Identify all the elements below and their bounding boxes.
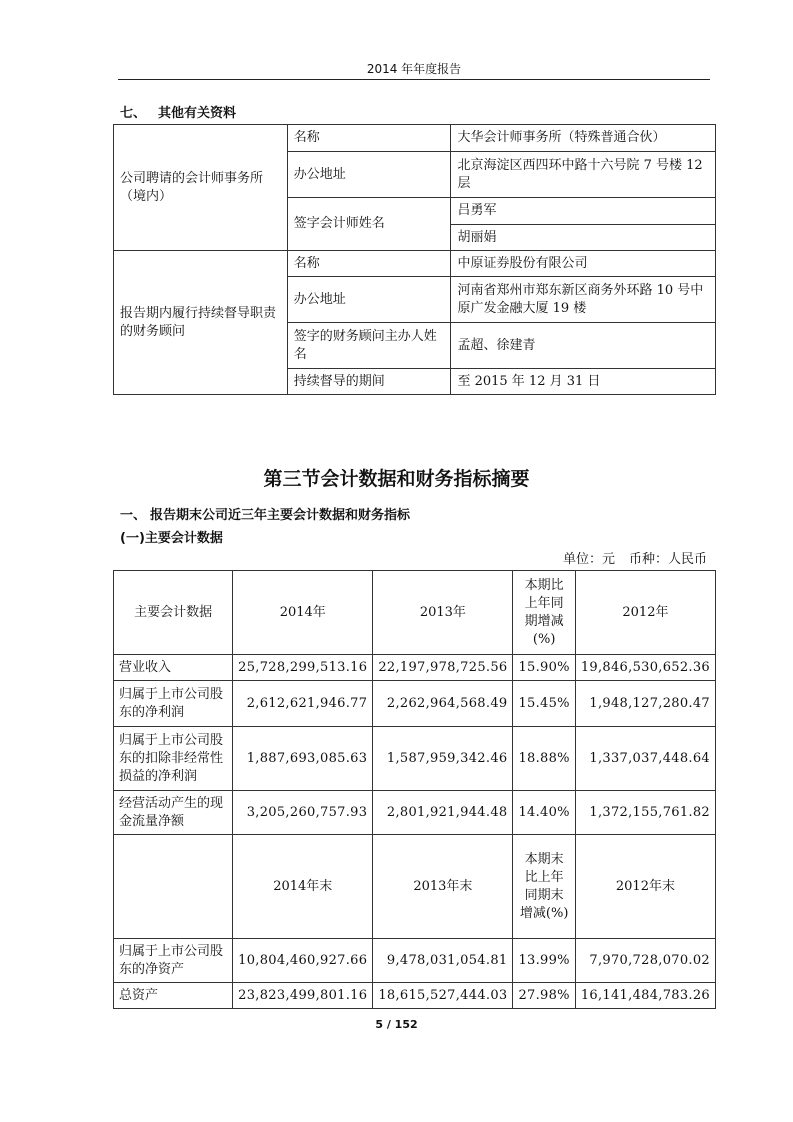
value-change: 13.99% [513,939,575,983]
auditor-signer-1: 吕勇军 [451,198,716,225]
subsection-1-1-heading: (一)主要会计数据 [120,531,223,546]
value-2012: 7,970,728,070.02 [575,939,715,983]
auditor-name-value: 大华会计师事务所（特殊普通合伙） [451,125,716,152]
header-col2: 2013年 [373,571,513,655]
value-2014: 23,823,499,801.16 [233,983,373,1009]
value-2013: 18,615,527,444.03 [373,983,513,1009]
table-row [114,939,716,983]
value-2012: 19,846,530,652.36 [575,655,715,681]
header2-col1: 2014年末 [233,835,373,939]
table-header-row-2 [114,835,716,939]
value-2014: 2,612,621,946.77 [233,681,373,727]
value-2013: 9,478,031,054.81 [373,939,513,983]
row-label: 归属于上市公司股东的净资产 [114,939,233,983]
value-change: 15.45% [513,681,575,727]
value-2013: 1,587,959,342.46 [373,727,513,791]
value-change: 15.90% [513,655,575,681]
subsection-1-number: 一、 [120,508,147,523]
advisor-name-value: 中原证券股份有限公司 [451,251,716,277]
value-2014: 3,205,260,757.93 [233,791,373,835]
value-2012: 1,948,127,280.47 [575,681,715,727]
header2-col2: 2013年末 [373,835,513,939]
value-2013: 2,262,964,568.49 [373,681,513,727]
value-2012: 16,141,484,783.26 [575,983,715,1009]
value-change: 14.40% [513,791,575,835]
header2-col0 [114,835,233,939]
advisor-signer-label: 签字的财务顾问主办人姓名 [287,323,451,369]
currency-label: 币种：人民币 [628,552,707,567]
advisor-period-value: 至 2015 年 12 月 31 日 [451,369,716,395]
subsection-1-title: 报告期末公司近三年主要会计数据和财务指标 [150,508,411,523]
page-number: 5 / 152 [375,1018,418,1031]
value-2014: 25,728,299,513.16 [233,655,373,681]
value-2013: 2,801,921,944.48 [373,791,513,835]
auditor-signer-label: 签字会计师姓名 [287,198,451,251]
subsection-1-heading [120,504,410,523]
value-2012: 1,372,155,761.82 [575,791,715,835]
header2-col3: 本期末比上年同期末增减(%) [513,835,575,939]
header-col3: 本期比上年同期增减(%) [513,571,575,655]
page-header: 2014 年年度报告 [366,62,462,76]
advisor-label: 报告期内履行持续督导职责的财务顾问 [114,251,288,395]
value-2013: 22,197,978,725.56 [373,655,513,681]
value-2012: 1,337,037,448.64 [575,727,715,791]
auditor-address-label: 办公地址 [287,152,451,198]
accounting-data-table [113,570,716,1009]
auditor-name-label: 名称 [287,125,451,152]
section-7-heading [120,102,236,121]
other-info-table [113,124,716,395]
table-row [114,655,716,681]
value-2014: 10,804,460,927.66 [233,939,373,983]
row-label: 归属于上市公司股东的扣除非经常性损益的净利润 [114,727,233,791]
header-col1: 2014年 [233,571,373,655]
value-change: 27.98% [513,983,575,1009]
table-header-row [114,571,716,655]
advisor-address-label: 办公地址 [287,277,451,323]
table-row [114,681,716,727]
auditor-address-value: 北京海淀区西四环中路十六号院 7 号楼 12 层 [451,152,716,198]
value-change: 18.88% [513,727,575,791]
row-label: 总资产 [114,983,233,1009]
section-7-number: 七、 [120,106,147,121]
table-row [114,727,716,791]
row-label: 归属于上市公司股东的净利润 [114,681,233,727]
table-row [114,791,716,835]
advisor-period-label: 持续督导的期间 [287,369,451,395]
header-divider [118,79,710,80]
section-7-title: 其他有关资料 [158,106,237,121]
header-col4: 2012年 [575,571,715,655]
header2-col4: 2012年末 [575,835,715,939]
unit-line [563,548,707,567]
auditor-label: 公司聘请的会计师事务所（境内） [114,125,288,251]
auditor-signer-2: 胡丽娟 [451,225,716,251]
unit-label: 单位：元 [562,552,615,567]
section-3-title: 第三节会计数据和财务指标摘要 [263,468,530,490]
advisor-name-label: 名称 [287,251,451,277]
advisor-address-value: 河南省郑州市郑东新区商务外环路 10 号中原广发金融大厦 19 楼 [451,277,716,323]
advisor-signer-value: 孟超、徐建青 [451,323,716,369]
header-col0: 主要会计数据 [114,571,233,655]
value-2014: 1,887,693,085.63 [233,727,373,791]
table-row [114,983,716,1009]
row-label: 经营活动产生的现金流量净额 [114,791,233,835]
row-label: 营业收入 [114,655,233,681]
